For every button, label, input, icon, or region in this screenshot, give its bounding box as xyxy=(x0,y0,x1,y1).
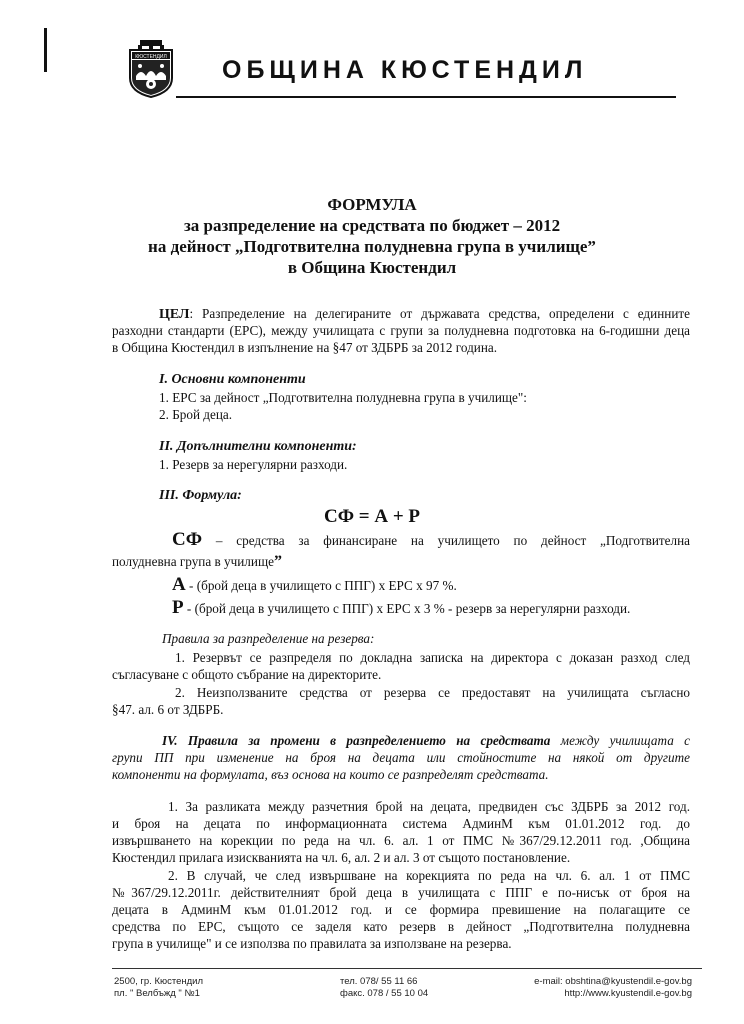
section-2-item-1: 1. Резерв за нерегулярни разходи. xyxy=(159,457,348,472)
footer-fax: факс. 078 / 55 10 04 xyxy=(340,988,429,999)
p-definition xyxy=(172,599,630,617)
paragraph-1-line-4: Кюстендил прилага изискванията на чл. 6, ал. 2 и ал. 3 от същото постановление. xyxy=(112,850,571,865)
goal-line-3: в Община Кюстендил в изпълнение на §47 от ЗДБРБ за 2012 година. xyxy=(112,340,498,355)
section-4-heading-bold: IV. Правила за промени в разпределението на средствата xyxy=(162,733,551,748)
goal-line-1 xyxy=(159,305,690,323)
section-4-heading xyxy=(162,732,690,749)
sf-definition-text: – средства за финансиране на училището по дейност „Подготвителна xyxy=(202,533,690,548)
paragraph-1-line-2: и броя на децата по информационната система АдминМ към 01.01.2012 год. до xyxy=(112,816,690,831)
section-4-line-3: компоненти на формулата, въз основа на които се разпределят средствата. xyxy=(112,767,549,782)
paragraph-2-line-4: средства по ЕРС, същото се заделя като резерв в дейност „Подготвителна полудневна xyxy=(112,919,690,934)
section-1-heading: I. Основни компоненти xyxy=(159,372,306,387)
reserve-rule-2-line-1: 2. Неизползваните средства от резерва се предоставят на училищата съгласно xyxy=(175,685,690,700)
reserve-rules-colon: : xyxy=(370,631,375,646)
a-definition xyxy=(172,576,457,594)
reserve-rules-heading xyxy=(162,630,374,647)
footer-address-2: пл. " Велбъжд " №1 xyxy=(114,988,200,999)
goal-line-2: разходни стандарти (ЕРС), между училищата с групи за полудневна подготовка на 6-годишни деца xyxy=(112,323,690,338)
section-4-line-2: групи ПП при изменение на броя на децата или стойностите на някой от другите xyxy=(112,750,690,765)
goal-label: ЦЕЛ xyxy=(159,307,190,322)
reserve-rule-2-line-2: §47. ал. 6 от ЗДБРБ. xyxy=(112,702,224,717)
paragraph-2-line-2: №367/29.12.2011г. действителният брой деца в училищата с ППГ е по-нисък от броя на xyxy=(112,885,690,900)
a-text: - (брой деца в училището с ППГ) х ЕРС х 97 %. xyxy=(185,578,457,593)
section-1-item-1: 1. ЕРС за дейност „Подготвителна полудневна група в училище": xyxy=(159,390,527,405)
municipality-title: ОБЩИНА КЮСТЕНДИЛ xyxy=(222,56,588,84)
footer-website[interactable]: http://www.kyustendil.e-gov.bg xyxy=(564,988,692,999)
document-title: ФОРМУЛА xyxy=(327,195,417,214)
coat-of-arms-icon xyxy=(126,40,176,98)
margin-mark xyxy=(44,28,47,72)
a-symbol: А xyxy=(172,574,186,595)
reserve-rule-1-line-2: съгласуване с общото събрание на директорите. xyxy=(112,667,382,682)
paragraph-2-line-5: група в училище" и се използва по правилата за използване на резерва. xyxy=(112,936,512,951)
paragraph-2-line-1: 2. В случай, че след извършване на корекцията по реда на чл. 6. ал. 1 от ПМС xyxy=(168,868,690,883)
paragraph-1-line-3: извършването на корекции по реда на чл. 6. ал. 1 от ПМС №367/29.12.2011 год. ,Община xyxy=(112,833,690,848)
sf-definition-line-1 xyxy=(172,531,690,549)
reserve-rule-1-line-1: 1. Резервът се разпределя по докладна записка на директора с доказан разход след xyxy=(175,650,690,665)
section-3-heading: III. Формула: xyxy=(159,488,242,503)
section-2-heading: II. Допълнителни компоненти: xyxy=(159,439,357,454)
crest-label: КЮСТЕНДИЛ xyxy=(135,54,167,60)
goal-text-1: : Разпределение на делегираните от държавата средства, определени с единните xyxy=(189,306,690,321)
sf-symbol: СФ xyxy=(172,529,203,550)
header-divider xyxy=(176,96,676,98)
section-4-heading-rest: между училищата с xyxy=(550,733,690,748)
paragraph-1-line-1: 1. За разликата между разчетния брой на децата, предвиден със ЗДБРБ за 2012 год. xyxy=(168,799,690,814)
footer-address-1: 2500, гр. Кюстендил xyxy=(114,976,204,987)
footer-email[interactable]: e-mail: obshtina@kyustendil.e-gov.bg xyxy=(534,976,692,987)
document-subtitle-1: за разпределение на средствата по бюджет – 2012 xyxy=(183,216,561,235)
sf-definition-line-2 xyxy=(112,553,282,570)
footer-phone: тел. 078/ 55 11 66 xyxy=(340,976,418,987)
document-subtitle-3: в Община Кюстендил xyxy=(287,258,457,277)
sf-definition-text-2: полудневна група в училище xyxy=(112,554,274,569)
section-1-item-2: 2. Брой деца. xyxy=(159,407,233,422)
p-text: - (брой деца в училището с ППГ) х ЕРС х 3 % - резерв за нерегулярни разходи. xyxy=(183,601,631,616)
footer-divider xyxy=(112,968,702,969)
p-symbol: Р xyxy=(172,597,184,618)
formula: СФ = А + Р xyxy=(323,506,421,527)
sf-quote: ” xyxy=(273,553,282,570)
paragraph-2-line-3: децата в АдминМ към 01.01.2012 год. и се формира превишение на полагащите се xyxy=(112,902,690,917)
document-subtitle-2: на дейност „Подготвителна полудневна група в училище” xyxy=(148,237,596,256)
reserve-rules-title: Правила за разпределение на резерва xyxy=(162,631,371,646)
